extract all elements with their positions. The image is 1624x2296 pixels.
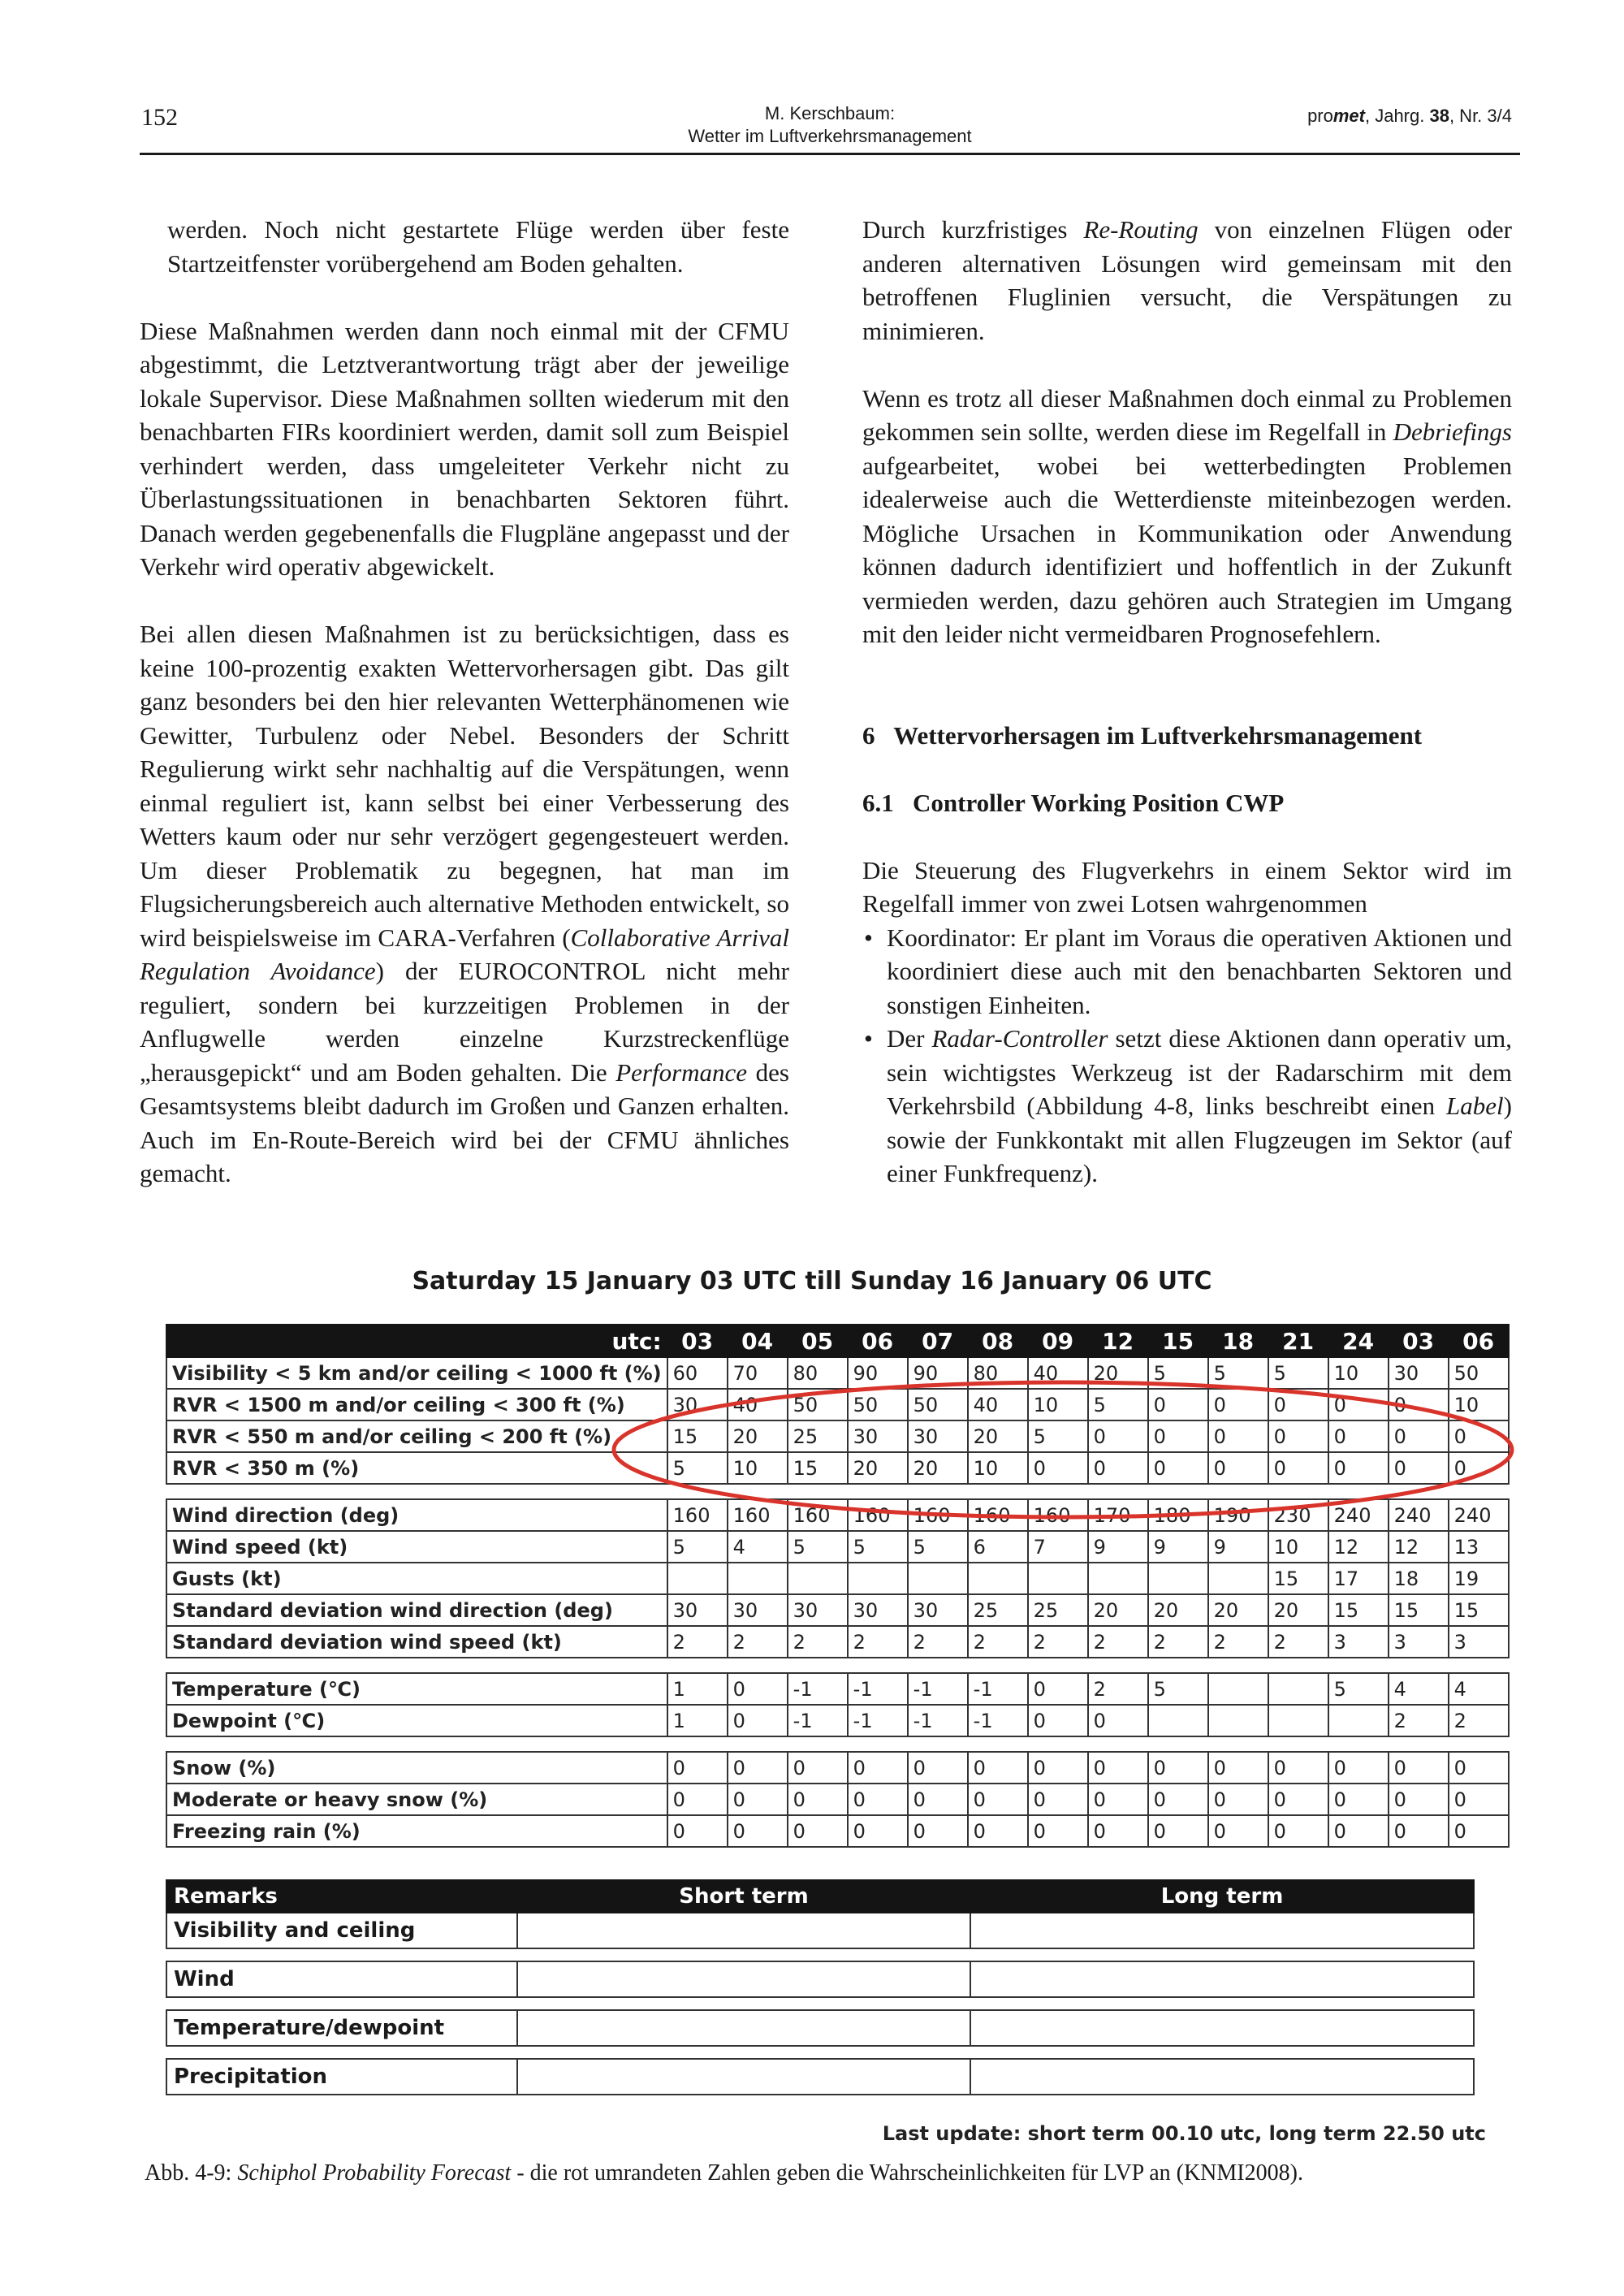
- value-cell: 19: [1449, 1563, 1509, 1594]
- value-cell: 0: [788, 1784, 848, 1815]
- value-cell: 0: [728, 1673, 788, 1705]
- value-cell: 180: [1148, 1499, 1208, 1531]
- row-label: RVR < 550 m and/or ceiling < 200 ft (%): [166, 1420, 667, 1452]
- value-cell: 0: [848, 1784, 908, 1815]
- value-cell: 0: [1389, 1452, 1449, 1484]
- value-cell: 2: [1208, 1626, 1268, 1658]
- rerouting-term: Re-Routing: [1083, 215, 1199, 244]
- value-cell: 0: [667, 1752, 728, 1784]
- value-cell: 30: [1389, 1357, 1449, 1389]
- value-cell: 0: [1449, 1420, 1509, 1452]
- value-cell: 15: [788, 1452, 848, 1484]
- value-cell: 70: [728, 1357, 788, 1389]
- value-cell: 40: [728, 1389, 788, 1420]
- value-cell: 160: [728, 1499, 788, 1531]
- value-cell: 2: [1088, 1673, 1148, 1705]
- value-cell: 0: [1328, 1389, 1389, 1420]
- figure-caption: [145, 2160, 1525, 2186]
- value-cell: 20: [728, 1420, 788, 1452]
- value-cell: 0: [1208, 1784, 1268, 1815]
- value-cell: 0: [788, 1752, 848, 1784]
- value-cell: 160: [1028, 1499, 1088, 1531]
- value-cell: 160: [667, 1499, 728, 1531]
- value-cell: 0: [1208, 1815, 1268, 1847]
- value-cell: 5: [848, 1531, 908, 1563]
- value-cell: 5: [788, 1531, 848, 1563]
- hour-cell: 06: [848, 1325, 908, 1357]
- value-cell: 0: [728, 1705, 788, 1736]
- value-cell: 0: [1148, 1784, 1208, 1815]
- journal-year: 38: [1429, 106, 1449, 126]
- utc-label: utc:: [166, 1325, 667, 1357]
- value-cell: 20: [908, 1452, 968, 1484]
- value-cell: 0: [1088, 1815, 1148, 1847]
- value-cell: 5: [1328, 1673, 1389, 1705]
- value-cell: 12: [1328, 1531, 1389, 1563]
- value-cell: 0: [667, 1815, 728, 1847]
- value-cell: 160: [968, 1499, 1028, 1531]
- value-cell: 0: [848, 1752, 908, 1784]
- remarks-header: Remarks: [166, 1880, 517, 1913]
- value-cell: 0: [1268, 1452, 1328, 1484]
- value-cell: 0: [1328, 1752, 1389, 1784]
- value-cell: 5: [1148, 1673, 1208, 1705]
- text-run: aufgearbeitet, wobei bei wetterbedingten Problemen idealerweise auch die Wetterdienste miteinbezogen werden. Mögliche Ursachen in Kommunikation oder Anwendung können dadurch identifiziert und hoffentlich in der Zukunft vermieden werden, dazu gehören auch Strategien im Umgang mit den leider nicht vermeidbaren Prognosefehlern.: [862, 451, 1512, 648]
- value-cell: -1: [788, 1673, 848, 1705]
- value-cell: 20: [1088, 1594, 1148, 1626]
- value-cell: 0: [1148, 1389, 1208, 1420]
- text-run: setzt diese Aktionen dann operativ um, sein wichtigstes Werkzeug ist der Radarschirm mit dem Verkehrsbild (Abbildung 4-8, links beschreibt einen: [887, 1024, 1512, 1120]
- value-cell: 20: [968, 1420, 1028, 1452]
- debriefings-term: Debriefings: [1393, 417, 1512, 446]
- value-cell: 5: [908, 1531, 968, 1563]
- value-cell: 0: [1028, 1752, 1088, 1784]
- value-cell: 0: [1028, 1673, 1088, 1705]
- figure-title: Saturday 15 January 03 UTC till Sunday 16 January 06 UTC: [412, 1267, 1212, 1295]
- value-cell: 25: [1028, 1594, 1088, 1626]
- value-cell: -1: [908, 1673, 968, 1705]
- journal-pro: pro: [1307, 106, 1333, 126]
- value-cell: 0: [1208, 1752, 1268, 1784]
- text-run: von einzelnen Flügen oder anderen alternativen Lösungen wird gemeinsam mit den betroffenen Fluglinien versucht, die Verspätungen zu minimieren.: [862, 215, 1512, 345]
- value-cell: 20: [1208, 1594, 1268, 1626]
- hour-cell: 09: [1028, 1325, 1088, 1357]
- value-cell: 2: [728, 1626, 788, 1658]
- value-cell: 18: [1389, 1563, 1449, 1594]
- value-cell: 50: [788, 1389, 848, 1420]
- value-cell: -1: [848, 1705, 908, 1736]
- value-cell: 30: [667, 1594, 728, 1626]
- value-cell: 240: [1449, 1499, 1509, 1531]
- value-cell: 0: [1268, 1752, 1328, 1784]
- hour-cell: 07: [908, 1325, 968, 1357]
- row-label: Standard deviation wind direction (deg): [166, 1594, 667, 1626]
- value-cell: 240: [1328, 1499, 1389, 1531]
- value-cell: 0: [1449, 1784, 1509, 1815]
- text-run: des Gesamtsystems bleibt dadurch im Großen und Ganzen erhalten. Auch im En-Route-Bereich wird bei der CFMU ähnliches gemacht.: [140, 1057, 789, 1187]
- hour-cell: 03: [1389, 1325, 1449, 1357]
- value-cell: -1: [848, 1673, 908, 1705]
- value-cell: 3: [1389, 1626, 1449, 1658]
- value-cell: 0: [1449, 1452, 1509, 1484]
- value-cell: 2: [1449, 1705, 1509, 1736]
- value-cell: 12: [1389, 1531, 1449, 1563]
- value-cell: 0: [1148, 1420, 1208, 1452]
- value-cell: 50: [908, 1389, 968, 1420]
- radar-controller-term: Radar-Controller: [931, 1024, 1108, 1053]
- value-cell: 2: [1088, 1626, 1148, 1658]
- value-cell: 0: [1449, 1752, 1509, 1784]
- row-label: Wind speed (kt): [166, 1531, 667, 1563]
- hour-cell: 05: [788, 1325, 848, 1357]
- value-cell: 0: [968, 1815, 1028, 1847]
- value-cell: 50: [848, 1389, 908, 1420]
- value-cell: 2: [908, 1626, 968, 1658]
- value-cell: 0: [968, 1752, 1028, 1784]
- hour-cell: 06: [1449, 1325, 1509, 1357]
- value-cell: 5: [1268, 1357, 1328, 1389]
- value-cell: 15: [1389, 1594, 1449, 1626]
- value-cell: 160: [788, 1499, 848, 1531]
- value-cell: 0: [1148, 1815, 1208, 1847]
- row-label: Visibility < 5 km and/or ceiling < 1000 ft (%): [166, 1357, 667, 1389]
- long-term-header: Long term: [970, 1880, 1474, 1913]
- value-cell: 50: [1449, 1357, 1509, 1389]
- value-cell: 0: [1088, 1784, 1148, 1815]
- label-term: Label: [1446, 1092, 1504, 1120]
- hour-cell: 18: [1208, 1325, 1268, 1357]
- value-cell: 80: [788, 1357, 848, 1389]
- text-run: ) der EUROCONTROL nicht mehr reguliert, sondern bei kurzzeitigen Problemen in der Anflugwelle werden einzelne Kurzstreckenflüge „herausgepickt“ und am Boden gehalten. Die: [140, 957, 790, 1087]
- value-cell: 20: [1268, 1594, 1328, 1626]
- value-cell: 0: [1268, 1420, 1328, 1452]
- value-cell: 0: [1148, 1752, 1208, 1784]
- value-cell: 4: [1449, 1673, 1509, 1705]
- text-run: Bei allen diesen Maßnahmen ist zu berücksichtigen, dass es keine 100-prozentig exakten Wettervorhersagen gibt. Das gilt ganz besonders bei den hier relevanten Wetterphänomenen wie Gewitter, Turbulenz oder Nebel. Besonders der Schritt Regulierung wirkt sehr nachhaltig auf die Verspätungen, wenn einmal reguliert ist, kann selbst bei einer Verbesserung des Wetters kaum oder nur sehr verzögert gegengesteuert werden. Um dieser Problematik zu begegnen, hat man im Flugsicherungsbereich auch alternative Methoden entwickelt, so wird beispielsweise im CARA-Verfahren (: [140, 620, 789, 952]
- value-cell: 4: [728, 1531, 788, 1563]
- value-cell: 3: [1328, 1626, 1389, 1658]
- value-cell: 10: [968, 1452, 1028, 1484]
- row-label: Standard deviation wind speed (kt): [166, 1626, 667, 1658]
- value-cell: 0: [788, 1815, 848, 1847]
- value-cell: 0: [1449, 1815, 1509, 1847]
- value-cell: 0: [1268, 1389, 1328, 1420]
- row-label: Moderate or heavy snow (%): [166, 1784, 667, 1815]
- value-cell: 25: [788, 1420, 848, 1452]
- value-cell: 4: [1389, 1673, 1449, 1705]
- value-cell: 9: [1088, 1531, 1148, 1563]
- value-cell: 30: [667, 1389, 728, 1420]
- value-cell: 15: [1268, 1563, 1328, 1594]
- value-cell: 0: [728, 1752, 788, 1784]
- value-cell: 20: [848, 1452, 908, 1484]
- caption-text: - die rot umrandeten Zahlen geben die Wahrscheinlichkeiten für LVP an (KNMI2008).: [511, 2160, 1303, 2186]
- value-cell: 30: [728, 1594, 788, 1626]
- value-cell: 30: [848, 1420, 908, 1452]
- row-label: Dewpoint (℃): [166, 1705, 667, 1736]
- text-run: Der: [887, 1024, 932, 1053]
- value-cell: 5: [1148, 1357, 1208, 1389]
- value-cell: 5: [667, 1452, 728, 1484]
- value-cell: 9: [1208, 1531, 1268, 1563]
- list-item: • Koordinator: Er plant im Voraus die operativen Aktionen und koordiniert diese auch mit den benachbarten Sektoren und sonstigen Einheiten.: [862, 921, 1512, 1023]
- row-label: Freezing rain (%): [166, 1815, 667, 1847]
- text-run: Wenn es trotz all dieser Maßnahmen doch einmal zu Problemen gekommen sein sollte, werden diese im Regelfall in: [862, 383, 1512, 446]
- value-cell: -1: [788, 1705, 848, 1736]
- value-cell: 0: [1028, 1705, 1088, 1736]
- row-label: Wind direction (deg): [166, 1499, 667, 1531]
- value-cell: 10: [728, 1452, 788, 1484]
- value-cell: 0: [1389, 1815, 1449, 1847]
- value-cell: 0: [1088, 1752, 1148, 1784]
- value-cell: 0: [1208, 1452, 1268, 1484]
- value-cell: 20: [1148, 1594, 1208, 1626]
- value-cell: 0: [1088, 1452, 1148, 1484]
- value-cell: 2: [788, 1626, 848, 1658]
- value-cell: 80: [968, 1357, 1028, 1389]
- value-cell: 1: [667, 1705, 728, 1736]
- value-cell: 230: [1268, 1499, 1328, 1531]
- value-cell: 0: [1208, 1420, 1268, 1452]
- value-cell: 20: [1088, 1357, 1148, 1389]
- remarks-label: Precipitation: [166, 2059, 517, 2095]
- value-cell: 0: [1028, 1452, 1088, 1484]
- journal-text-2: , Nr. 3/4: [1449, 106, 1512, 126]
- row-label: RVR < 1500 m and/or ceiling < 300 ft (%): [166, 1389, 667, 1420]
- hour-cell: 21: [1268, 1325, 1328, 1357]
- value-cell: 190: [1208, 1499, 1268, 1531]
- value-cell: 30: [908, 1594, 968, 1626]
- value-cell: 0: [1088, 1420, 1148, 1452]
- value-cell: -1: [968, 1673, 1028, 1705]
- value-cell: 160: [908, 1499, 968, 1531]
- header-author: M. Kerschbaum:: [764, 103, 896, 123]
- value-cell: 10: [1449, 1389, 1509, 1420]
- value-cell: 0: [1268, 1815, 1328, 1847]
- value-cell: 2: [1389, 1705, 1449, 1736]
- row-label: RVR < 350 m (%): [166, 1452, 667, 1484]
- value-cell: -1: [968, 1705, 1028, 1736]
- value-cell: 0: [728, 1784, 788, 1815]
- value-cell: 10: [1328, 1357, 1389, 1389]
- value-cell: 15: [1449, 1594, 1509, 1626]
- value-cell: 10: [1028, 1389, 1088, 1420]
- remarks-label: Wind: [166, 1961, 517, 1997]
- value-cell: 2: [1268, 1626, 1328, 1658]
- value-cell: 40: [968, 1389, 1028, 1420]
- value-cell: 0: [1268, 1784, 1328, 1815]
- value-cell: 5: [1208, 1357, 1268, 1389]
- value-cell: 90: [848, 1357, 908, 1389]
- value-cell: 30: [908, 1420, 968, 1452]
- value-cell: 0: [848, 1815, 908, 1847]
- caption-title: Schiphol Probability Forecast: [237, 2160, 512, 2186]
- value-cell: 90: [908, 1357, 968, 1389]
- value-cell: 10: [1268, 1531, 1328, 1563]
- value-cell: 0: [1328, 1815, 1389, 1847]
- value-cell: 0: [1389, 1752, 1449, 1784]
- value-cell: 0: [1148, 1452, 1208, 1484]
- short-term-header: Short term: [517, 1880, 970, 1913]
- text-run: ) sowie der Funkkontakt mit allen Flugzeugen im Sektor (auf einer Funkfrequenz).: [887, 1092, 1512, 1187]
- remarks-label: Temperature/dewpoint: [166, 2010, 517, 2046]
- performance-term: Performance: [615, 1057, 748, 1087]
- value-cell: 3: [1449, 1626, 1509, 1658]
- hour-cell: 24: [1328, 1325, 1389, 1357]
- paragraph: werden. Noch nicht gestartete Flüge werden über feste Startzeitfenster vorübergehend am Boden gehalten.: [167, 215, 789, 278]
- value-cell: 0: [1028, 1784, 1088, 1815]
- value-cell: 0: [667, 1784, 728, 1815]
- value-cell: 2: [667, 1626, 728, 1658]
- value-cell: 30: [848, 1594, 908, 1626]
- value-cell: 0: [968, 1784, 1028, 1815]
- value-cell: 160: [848, 1499, 908, 1531]
- value-cell: 0: [908, 1784, 968, 1815]
- remarks-label: Visibility and ceiling: [166, 1913, 517, 1948]
- value-cell: 25: [968, 1594, 1028, 1626]
- row-label: Snow (%): [166, 1752, 667, 1784]
- hour-cell: 12: [1088, 1325, 1148, 1357]
- value-cell: 6: [968, 1531, 1028, 1563]
- paragraph: Diese Maßnahmen werden dann noch einmal mit der CFMU abgestimmt, die Letztverantwortung trägt aber der jeweilige lokale Supervisor. Diese Maßnahmen sollten wiederum mit den benachbarten FIRs koordiniert werden, damit soll zum Beispiel verhindert werden, dass umgeleiteter Verkehr nicht zu Überlastungssituationen in benachbarten Sektoren führt. Danach werden gegebenenfalls die Flugpläne angepasst und der Verkehr wird operativ abgewickelt.: [140, 316, 789, 581]
- page-number: 152: [141, 104, 178, 131]
- value-cell: 0: [1328, 1420, 1389, 1452]
- value-cell: 7: [1028, 1531, 1088, 1563]
- value-cell: 2: [968, 1626, 1028, 1658]
- value-cell: 13: [1449, 1531, 1509, 1563]
- row-label: Gusts (kt): [166, 1563, 667, 1594]
- header-title: Wetter im Luftverkehrsmanagement: [688, 126, 972, 146]
- value-cell: 30: [788, 1594, 848, 1626]
- hour-cell: 03: [667, 1325, 728, 1357]
- value-cell: 0: [728, 1815, 788, 1847]
- text-run: Durch kurzfristiges: [862, 215, 1084, 244]
- value-cell: 1: [667, 1673, 728, 1705]
- value-cell: 2: [848, 1626, 908, 1658]
- value-cell: 0: [1328, 1452, 1389, 1484]
- value-cell: 170: [1088, 1499, 1148, 1531]
- subsection-heading: 6.1 Controller Working Position CWP: [862, 788, 1285, 817]
- value-cell: 60: [667, 1357, 728, 1389]
- value-cell: 2: [1148, 1626, 1208, 1658]
- journal-text-1: , Jahrg.: [1364, 106, 1430, 126]
- hour-cell: 15: [1148, 1325, 1208, 1357]
- value-cell: 0: [908, 1752, 968, 1784]
- value-cell: 0: [1028, 1815, 1088, 1847]
- hour-cell: 04: [728, 1325, 788, 1357]
- value-cell: 5: [1088, 1389, 1148, 1420]
- lvp-highlight-ellipse: [614, 1382, 1512, 1517]
- value-cell: 15: [667, 1420, 728, 1452]
- value-cell: 17: [1328, 1563, 1389, 1594]
- value-cell: 5: [1028, 1420, 1088, 1452]
- row-label: Temperature (℃): [166, 1673, 667, 1705]
- section-heading: 6 Wettervorhersagen im Luftverkehrsmanagement: [862, 720, 1423, 750]
- value-cell: 240: [1389, 1499, 1449, 1531]
- cara-term: Collaborative Arrival Regulation Avoidance: [140, 923, 790, 985]
- paragraph: Die Steuerung des Flugverkehrs in einem Sektor wird im Regelfall immer von zwei Lotsen wahrgenommen: [862, 855, 1512, 918]
- value-cell: 5: [667, 1531, 728, 1563]
- value-cell: 0: [908, 1815, 968, 1847]
- value-cell: -1: [908, 1705, 968, 1736]
- value-cell: 0: [1208, 1389, 1268, 1420]
- journal-met: met: [1332, 106, 1365, 126]
- last-update: Last update: short term 00.10 utc, long term 22.50 utc: [882, 2122, 1486, 2145]
- value-cell: 0: [1088, 1705, 1148, 1736]
- value-cell: 2: [1028, 1626, 1088, 1658]
- value-cell: 40: [1028, 1357, 1088, 1389]
- value-cell: 0: [1389, 1784, 1449, 1815]
- value-cell: 0: [1328, 1784, 1389, 1815]
- value-cell: 15: [1328, 1594, 1389, 1626]
- value-cell: 0: [1389, 1389, 1449, 1420]
- hour-cell: 08: [968, 1325, 1028, 1357]
- caption-prefix: Abb. 4-9:: [145, 2160, 238, 2186]
- value-cell: 0: [1389, 1420, 1449, 1452]
- value-cell: 9: [1148, 1531, 1208, 1563]
